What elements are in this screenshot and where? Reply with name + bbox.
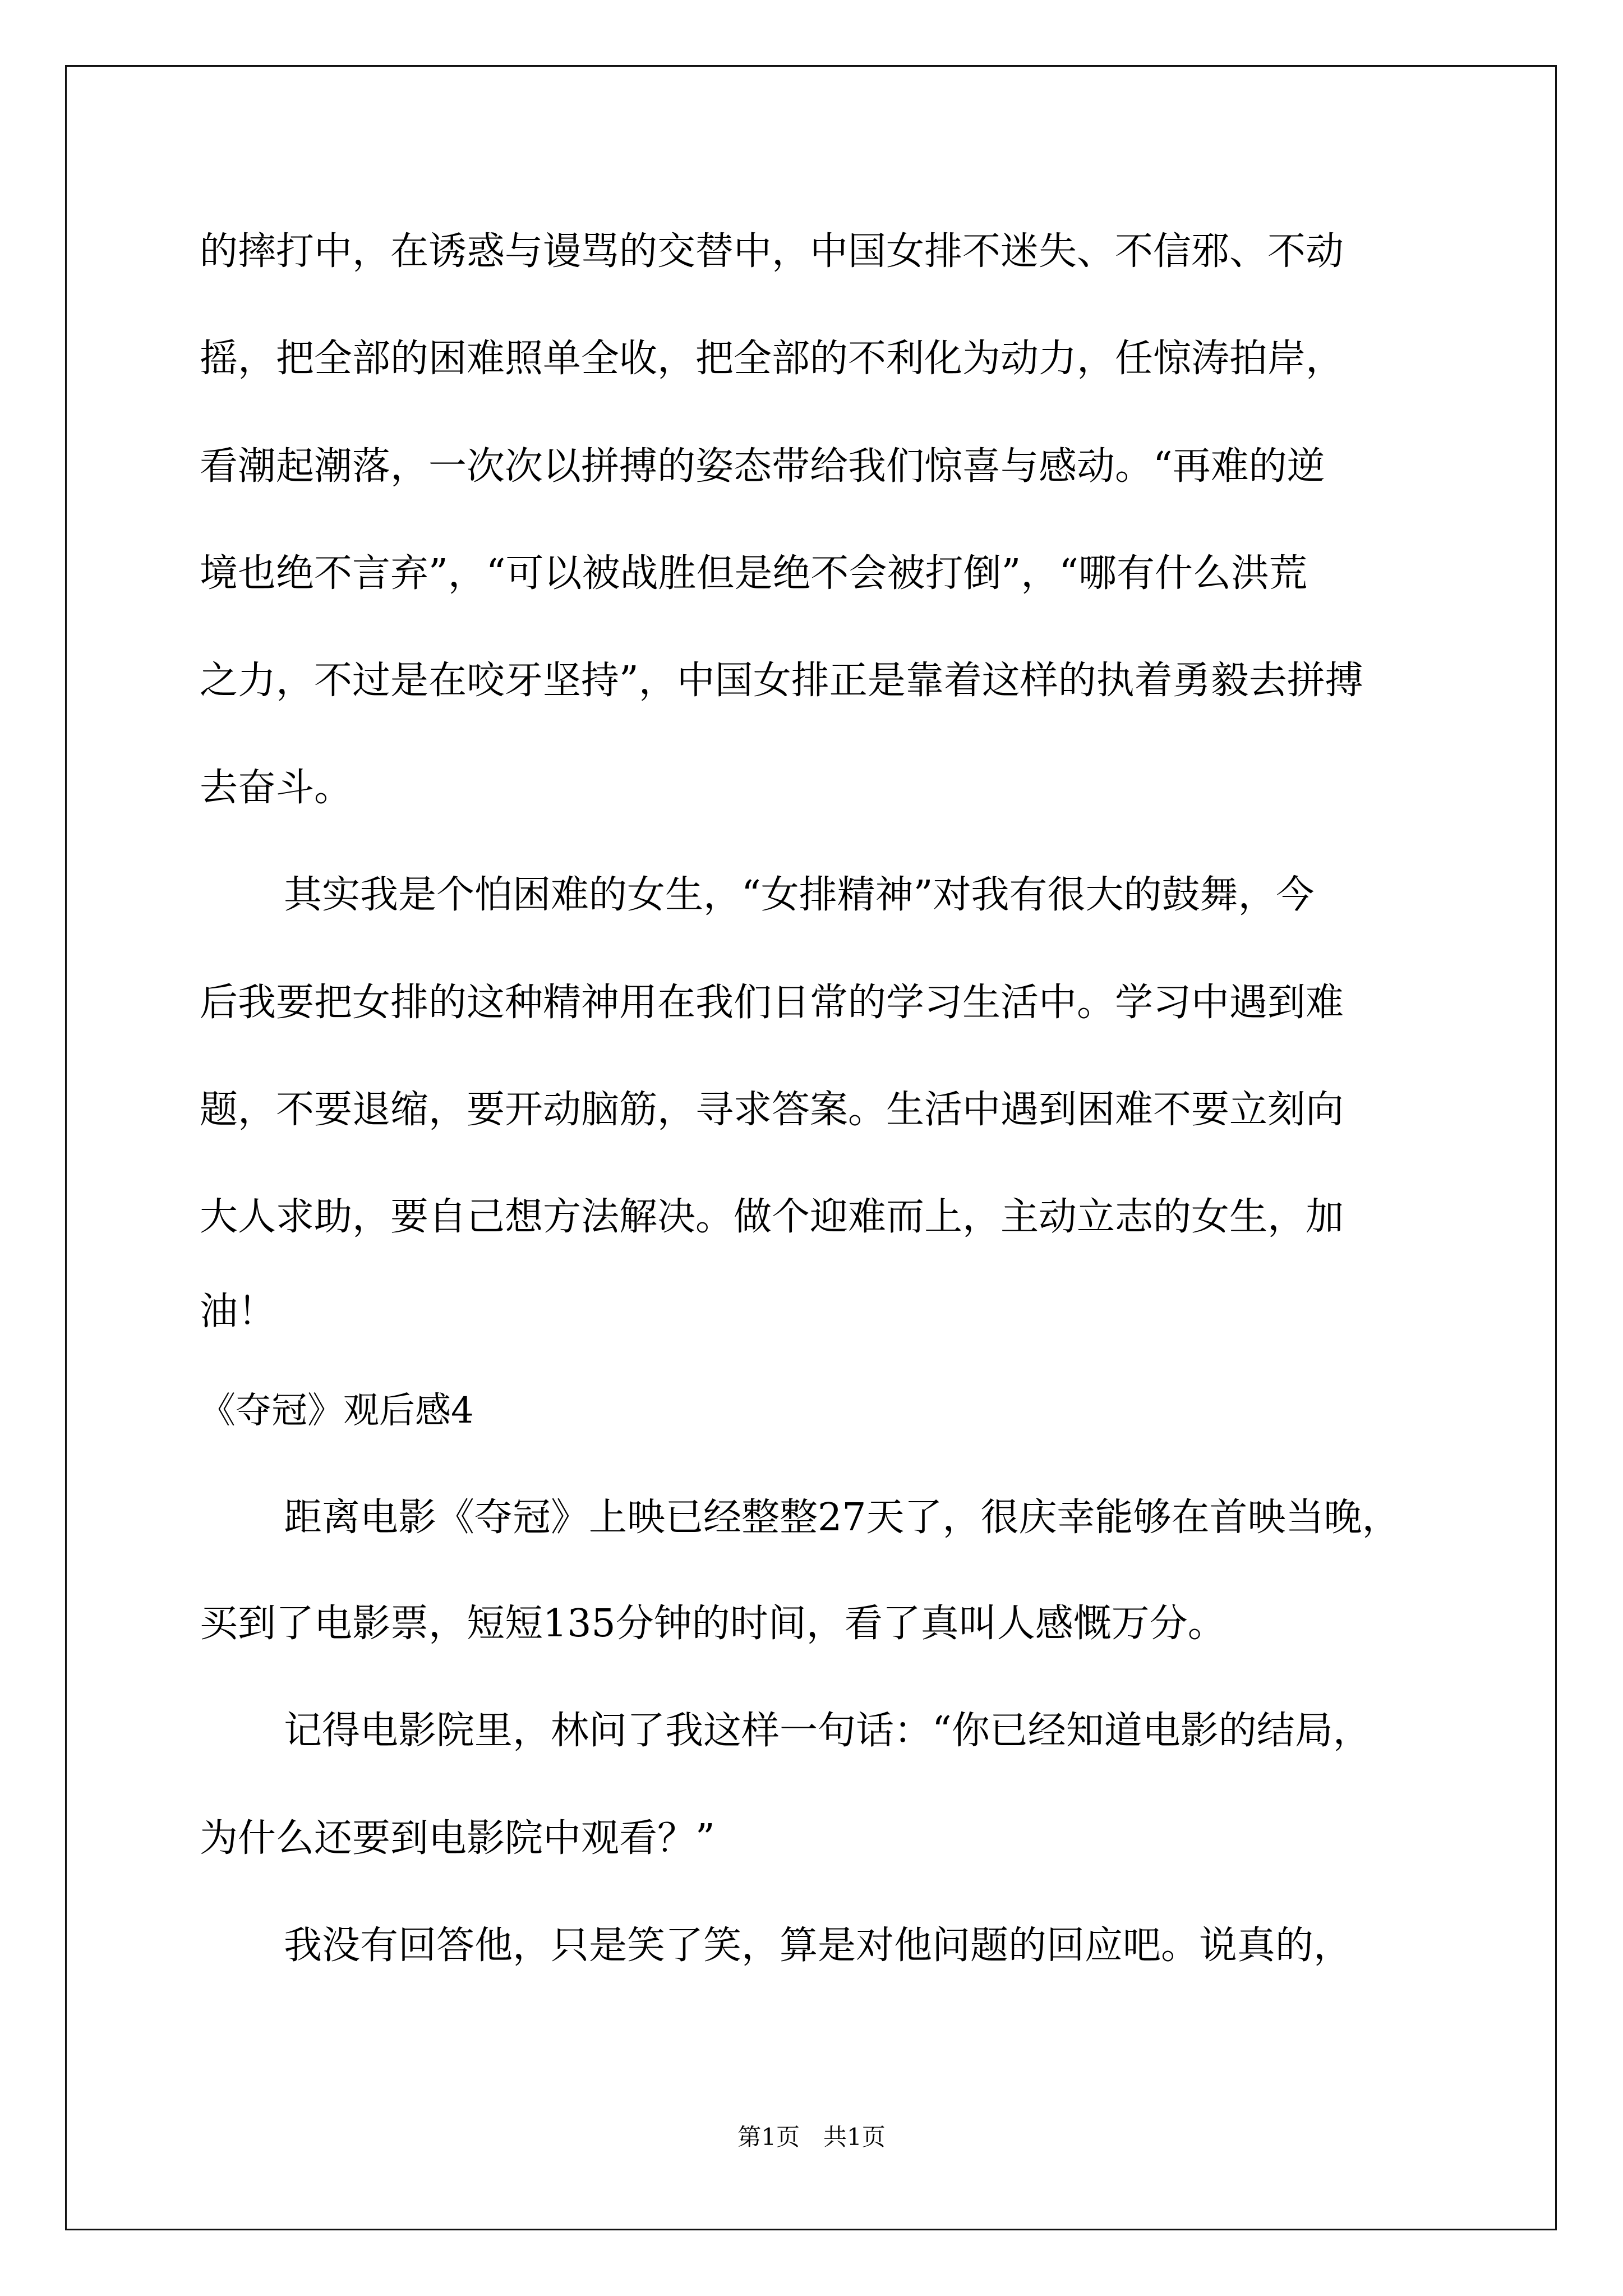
text-line: 为什么还要到电影院中观看？” — [200, 1816, 715, 1861]
text-line: 之力，不过是在咬牙坚持”，中国女排正是靠着这样的执着勇毅去拼搏 — [200, 659, 1363, 703]
text-line: 买到了电影票，短短135分钟的时间，看了真叫人感慨万分。 — [200, 1602, 1226, 1646]
page-footer: 第1页 共1页 — [737, 2123, 886, 2151]
text-line: 题，不要退缩，要开动脑筋，寻求答案。生活中遇到困难不要立刻向 — [200, 1088, 1344, 1132]
text-line: 去奋斗。 — [200, 766, 353, 810]
text-line: 记得电影院里，林问了我这样一句话：“你已经知道电影的结局， — [284, 1709, 1371, 1753]
text-line: 境也绝不言弃”，“可以被战胜但是绝不会被打倒”，“哪有什么洪荒 — [200, 551, 1308, 596]
text-line: 其实我是个怕困难的女生，“女排精神”对我有很大的鼓舞，今 — [284, 873, 1315, 917]
page-border — [65, 65, 1557, 2230]
text-line: 距离电影《夺冠》上映已经整整27天了，很庆幸能够在首映当晚， — [284, 1496, 1400, 1540]
text-line: 看潮起潮落，一次次以拼搏的姿态带给我们惊喜与感动。“再难的逆 — [200, 444, 1325, 489]
section-heading: 《夺冠》观后感4 — [200, 1390, 474, 1432]
text-line: 摇，把全部的困难照单全收，把全部的不利化为动力，任惊涛拍岸， — [200, 337, 1344, 381]
text-line: 的摔打中，在诱惑与谩骂的交替中，中国女排不迷失、不信邪、不动 — [200, 229, 1344, 274]
text-line: 我没有回答他，只是笑了笑，算是对他问题的回应吧。说真的， — [284, 1924, 1352, 1968]
text-line: 后我要把女排的这种精神用在我们日常的学习生活中。学习中遇到难 — [200, 981, 1344, 1025]
text-line: 大人求助，要自己想方法解决。做个迎难而上，主动立志的女生，加 — [200, 1195, 1344, 1239]
text-line: 油！ — [200, 1290, 276, 1334]
